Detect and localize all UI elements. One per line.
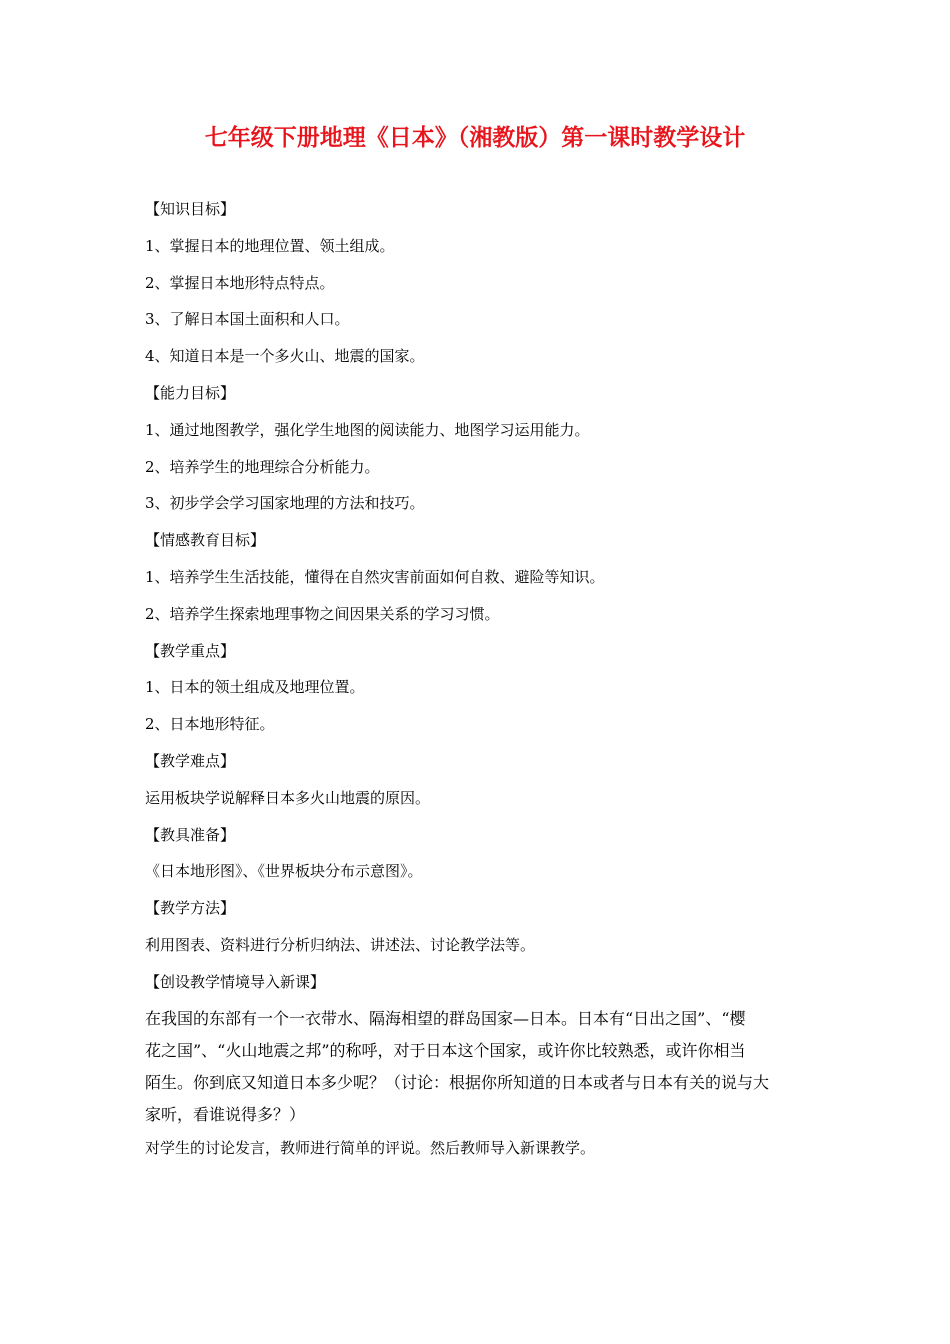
knowledge-item: 1、掌握日本的地理位置、领土组成。 [145,236,395,255]
intro-line: 陌生。你到底又知道日本多少呢？（讨论：根据你所知道的日本或者与日本有关的说与大 [145,1072,770,1092]
key-heading: 【教学重点】 [145,641,236,660]
intro-line: 在我国的东部有一个一衣带水、隔海相望的群岛国家—日本。日本有“日出之国”、“樱 [145,1008,746,1028]
key-item: 1、日本的领土组成及地理位置。 [145,678,365,697]
knowledge-item: 4、知道日本是一个多火山、地震的国家。 [145,347,425,366]
knowledge-item: 2、掌握日本地形特点特点。 [145,273,335,292]
knowledge-heading: 【知识目标】 [145,200,236,218]
knowledge-item: 3、了解日本国土面积和人口。 [145,310,350,329]
tools-text: 《日本地形图》、《世界板块分布示意图》。 [145,862,423,881]
intro-paragraph [145,1003,815,1131]
emotion-item: 1、培养学生生活技能，懂得在自然灾害前面如何自救、避险等知识。 [145,567,605,586]
method-heading: 【教学方法】 [145,899,236,918]
method-text: 利用图表、资料进行分析归纳法、讲述法、讨论教学法等。 [145,935,536,954]
tools-heading: 【教具准备】 [145,825,236,844]
ability-heading: 【能力目标】 [145,383,236,402]
difficulty-text: 运用板块学说解释日本多火山地震的原因。 [145,788,431,807]
ability-item: 2、培养学生的地理综合分析能力。 [145,457,380,476]
page-title: 七年级下册地理《日本》（湘教版）第一课时教学设计 [204,124,746,151]
difficulty-heading: 【教学难点】 [145,751,236,770]
document-body [145,198,815,1159]
emotion-item: 2、培养学生探索地理事物之间因果关系的学习习惯。 [145,604,500,623]
closing-text: 对学生的讨论发言，教师进行简单的评说。然后教师导入新课教学。 [145,1138,596,1157]
intro-line: 花之国”、“火山地震之邦”的称呼，对于日本这个国家，或许你比较熟悉，或许你相当 [145,1040,746,1060]
intro-line: 家听，看谁说得多？） [145,1104,306,1124]
emotion-heading: 【情感教育目标】 [145,531,266,550]
key-item: 2、日本地形特征。 [145,715,275,734]
ability-item: 1、通过地图教学，强化学生地图的阅读能力、地图学习运用能力。 [145,420,590,439]
intro-heading: 【创设教学情境导入新课】 [145,972,326,991]
ability-item: 3、初步学会学习国家地理的方法和技巧。 [145,494,425,513]
